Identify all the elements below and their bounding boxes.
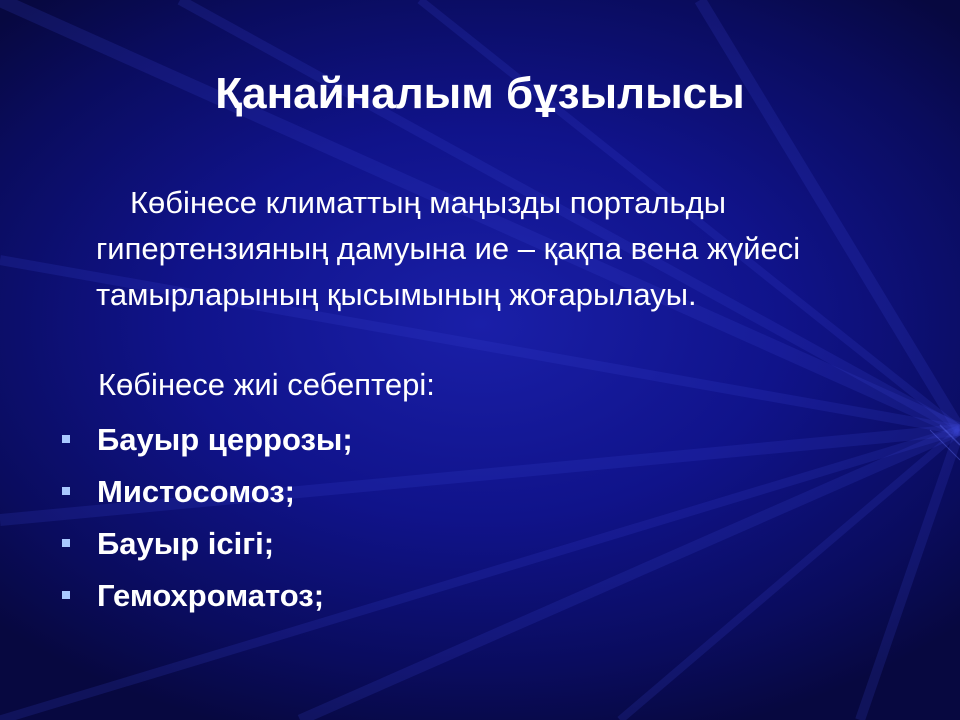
list-item <box>58 518 353 570</box>
causes-list <box>58 414 353 622</box>
list-item-label: Бауыр церрозы; <box>97 422 353 457</box>
causes-subheading: Көбінесе жиі себептері: <box>98 367 435 402</box>
square-bullet-icon <box>62 435 70 443</box>
list-item-label: Бауыр ісігі; <box>97 526 275 561</box>
list-item <box>58 466 353 518</box>
slide-title: Қанайналым бұзылысы <box>215 69 745 118</box>
list-item <box>58 570 353 622</box>
square-bullet-icon <box>62 487 70 495</box>
square-bullet-icon <box>62 591 70 599</box>
square-bullet-icon <box>62 539 70 547</box>
list-item <box>58 414 353 466</box>
body-paragraph: Көбінесе климаттың маңызды портальды гипертензияның дамуына ие – қақпа вена жүйесі тамырларының қысымының жоғарылауы. <box>96 185 801 312</box>
list-item-label: Мистосомоз; <box>97 474 295 509</box>
list-item-label: Гемохроматоз; <box>97 578 325 613</box>
